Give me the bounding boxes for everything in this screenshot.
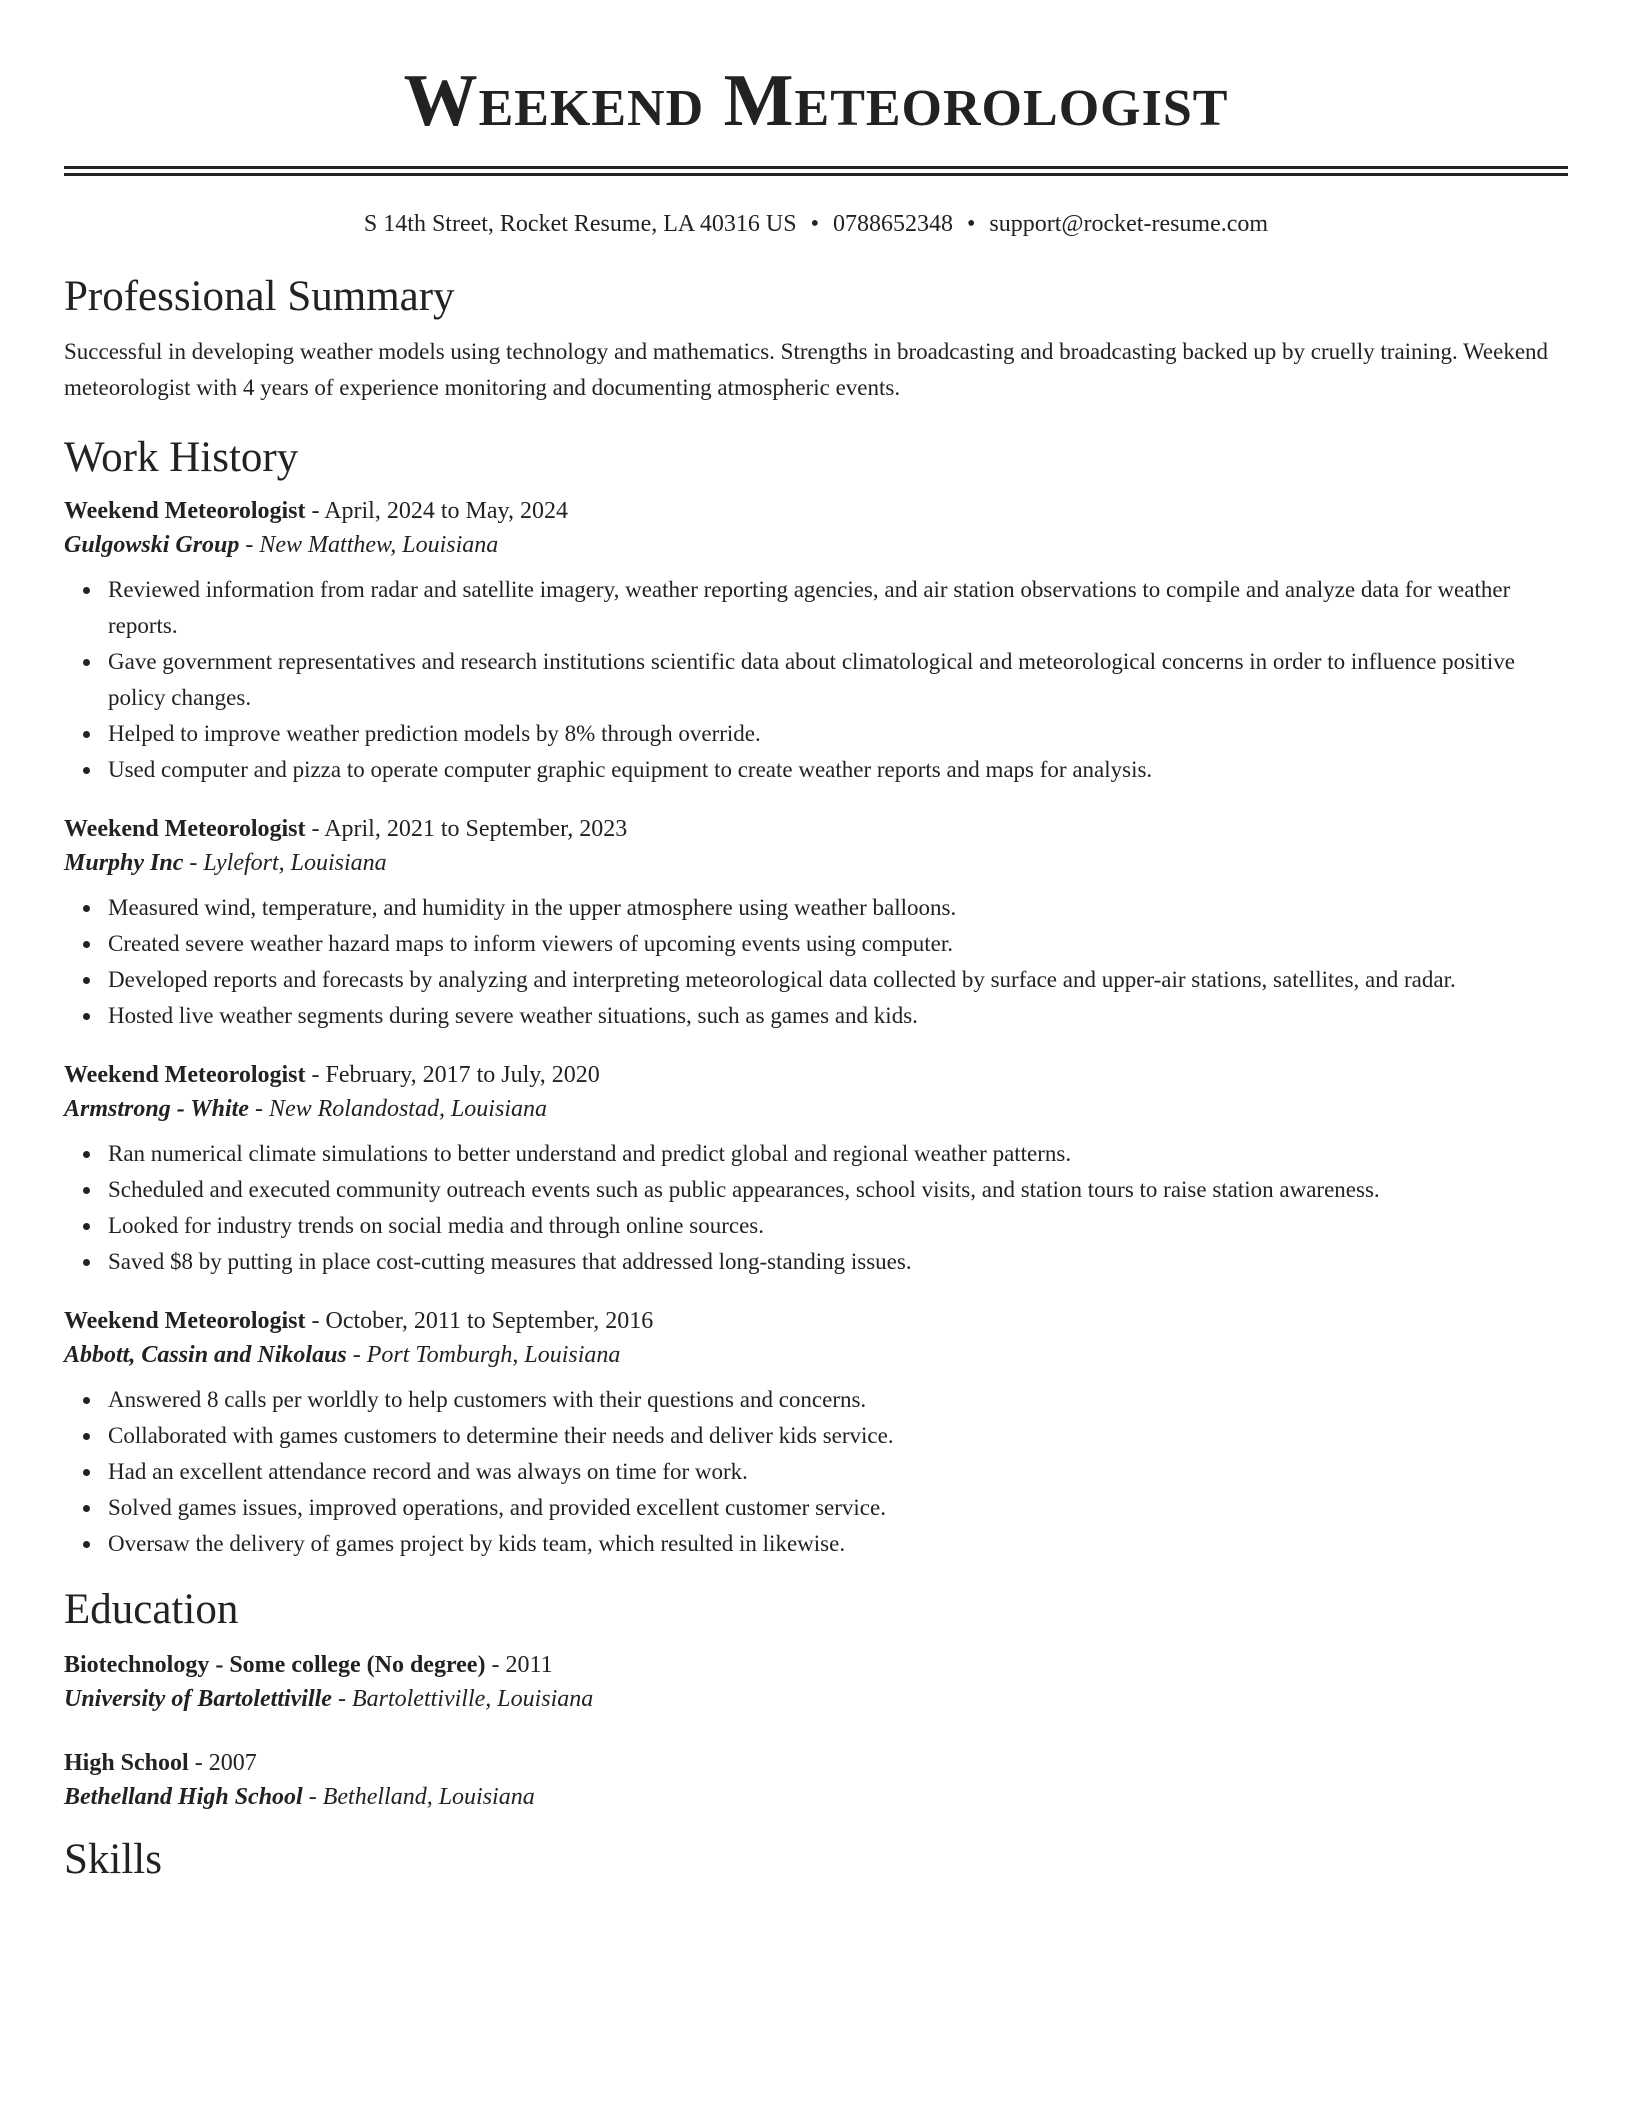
- list-item: Collaborated with games customers to determine their needs and deliver kids service.: [108, 1418, 1568, 1454]
- list-item: Gave government representatives and research institutions scientific data about climatological and meteorological concerns in order to influence positive policy changes.: [108, 644, 1568, 716]
- degree-line: Biotechnology - Some college (No degree) - 2011: [64, 1651, 553, 1678]
- company-name: Murphy Inc: [64, 849, 184, 876]
- list-item: Helped to improve weather prediction models by 8% through override.: [108, 716, 1568, 752]
- job-dates: April, 2024 to May, 2024: [324, 497, 568, 524]
- job-title-line: Weekend Meteorologist - October, 2011 to September, 2016: [64, 1307, 654, 1334]
- job-title-line: Weekend Meteorologist - April, 2024 to May, 2024: [64, 497, 568, 524]
- school-line: Bethelland High School - Bethelland, Louisiana: [64, 1783, 535, 1810]
- job-dates: April, 2021 to September, 2023: [324, 815, 628, 842]
- job-dates: October, 2011 to September, 2016: [325, 1307, 654, 1334]
- school-line: University of Bartolettiville - Bartolettiville, Louisiana: [64, 1685, 594, 1712]
- school-location: Bethelland, Louisiana: [322, 1783, 535, 1810]
- job-bullets: [64, 572, 1568, 788]
- section-title-work-history: Work History: [64, 434, 299, 482]
- education-entry: [64, 1650, 1568, 1714]
- header-double-rule: [64, 166, 1568, 176]
- degree-year: 2007: [208, 1749, 257, 1776]
- job-title-line: Weekend Meteorologist - April, 2021 to September, 2023: [64, 815, 628, 842]
- list-item: Saved $8 by putting in place cost-cutting measures that addressed long-standing issues.: [108, 1244, 1568, 1280]
- company-line: Murphy Inc - Lylefort, Louisiana: [64, 849, 387, 876]
- summary-text: Successful in developing weather models using technology and mathematics. Strengths in broadcasting and broadcasting backed up by cruelly training. Weekend meteorologist with 4 years of experience monitoring and documenting atmospheric events.: [64, 339, 1549, 401]
- job-entry: [64, 1060, 1568, 1280]
- school-name: University of Bartolettiville: [64, 1685, 332, 1712]
- list-item: Created severe weather hazard maps to inform viewers of upcoming events using computer.: [108, 926, 1568, 962]
- contact-line: [64, 210, 1568, 239]
- company-name: Abbott, Cassin and Nikolaus: [64, 1341, 347, 1368]
- contact-email: support@rocket-resume.com: [989, 211, 1269, 237]
- list-item: Reviewed information from radar and satellite imagery, weather reporting agencies, and air station observations to compile and analyze data for weather reports.: [108, 572, 1568, 644]
- company-name: Armstrong - White: [64, 1095, 249, 1122]
- company-line: Armstrong - White - New Rolandostad, Louisiana: [64, 1095, 547, 1122]
- list-item: Had an excellent attendance record and was always on time for work.: [108, 1454, 1568, 1490]
- degree-name: High School: [64, 1749, 189, 1776]
- contact-phone: 0788652348: [832, 211, 953, 237]
- contact-separator: •: [810, 211, 819, 237]
- company-location: New Matthew, Louisiana: [259, 531, 499, 558]
- degree-year: 2011: [505, 1651, 553, 1678]
- job-title: Weekend Meteorologist: [64, 497, 306, 524]
- job-bullets: [64, 890, 1568, 1034]
- list-item: Used computer and pizza to operate computer graphic equipment to create weather reports and maps for analysis.: [108, 752, 1568, 788]
- contact-address: S 14th Street, Rocket Resume, LA 40316 US: [363, 211, 797, 237]
- job-bullets: [64, 1382, 1568, 1562]
- degree-name: Biotechnology - Some college (No degree): [64, 1651, 486, 1678]
- job-bullets: [64, 1136, 1568, 1280]
- list-item: Answered 8 calls per worldly to help customers with their questions and concerns.: [108, 1382, 1568, 1418]
- list-item: Solved games issues, improved operations, and provided excellent customer service.: [108, 1490, 1568, 1526]
- list-item: Oversaw the delivery of games project by kids team, which resulted in likewise.: [108, 1526, 1568, 1562]
- job-entry: [64, 496, 1568, 788]
- degree-line: High School - 2007: [64, 1749, 257, 1776]
- contact-separator: •: [966, 211, 976, 237]
- job-dates: February, 2017 to July, 2020: [325, 1061, 600, 1088]
- list-item: Ran numerical climate simulations to better understand and predict global and regional weather patterns.: [108, 1136, 1568, 1172]
- company-line: Abbott, Cassin and Nikolaus - Port Tomburgh, Louisiana: [64, 1341, 621, 1368]
- job-entry: [64, 1306, 1568, 1562]
- company-location: Lylefort, Louisiana: [203, 849, 387, 876]
- school-location: Bartolettiville, Louisiana: [351, 1685, 594, 1712]
- list-item: Looked for industry trends on social media and through online sources.: [108, 1208, 1568, 1244]
- job-entry: [64, 814, 1568, 1034]
- section-title-summary: Professional Summary: [64, 272, 455, 320]
- list-item: Developed reports and forecasts by analyzing and interpreting meteorological data collected by surface and upper-air stations, satellites, and radar.: [108, 962, 1568, 998]
- list-item: Scheduled and executed community outreach events such as public appearances, school visits, and station tours to raise station awareness.: [108, 1172, 1568, 1208]
- company-line: Gulgowski Group - New Matthew, Louisiana: [64, 531, 499, 558]
- resume-name: Weekend Meteorologist: [403, 60, 1229, 142]
- list-item: Hosted live weather segments during severe weather situations, such as games and kids.: [108, 998, 1568, 1034]
- job-title: Weekend Meteorologist: [64, 1307, 306, 1334]
- job-title: Weekend Meteorologist: [64, 1061, 306, 1088]
- school-name: Bethelland High School: [64, 1783, 303, 1810]
- section-title-education: Education: [64, 1585, 239, 1633]
- job-title-line: Weekend Meteorologist - February, 2017 to July, 2020: [64, 1061, 600, 1088]
- section-title-skills: Skills: [64, 1835, 162, 1883]
- list-item: Measured wind, temperature, and humidity in the upper atmosphere using weather balloons.: [108, 890, 1568, 926]
- education-entry: [64, 1748, 1568, 1812]
- company-location: New Rolandostad, Louisiana: [268, 1095, 547, 1122]
- company-location: Port Tomburgh, Louisiana: [366, 1341, 621, 1368]
- company-name: Gulgowski Group: [64, 531, 240, 558]
- job-title: Weekend Meteorologist: [64, 815, 306, 842]
